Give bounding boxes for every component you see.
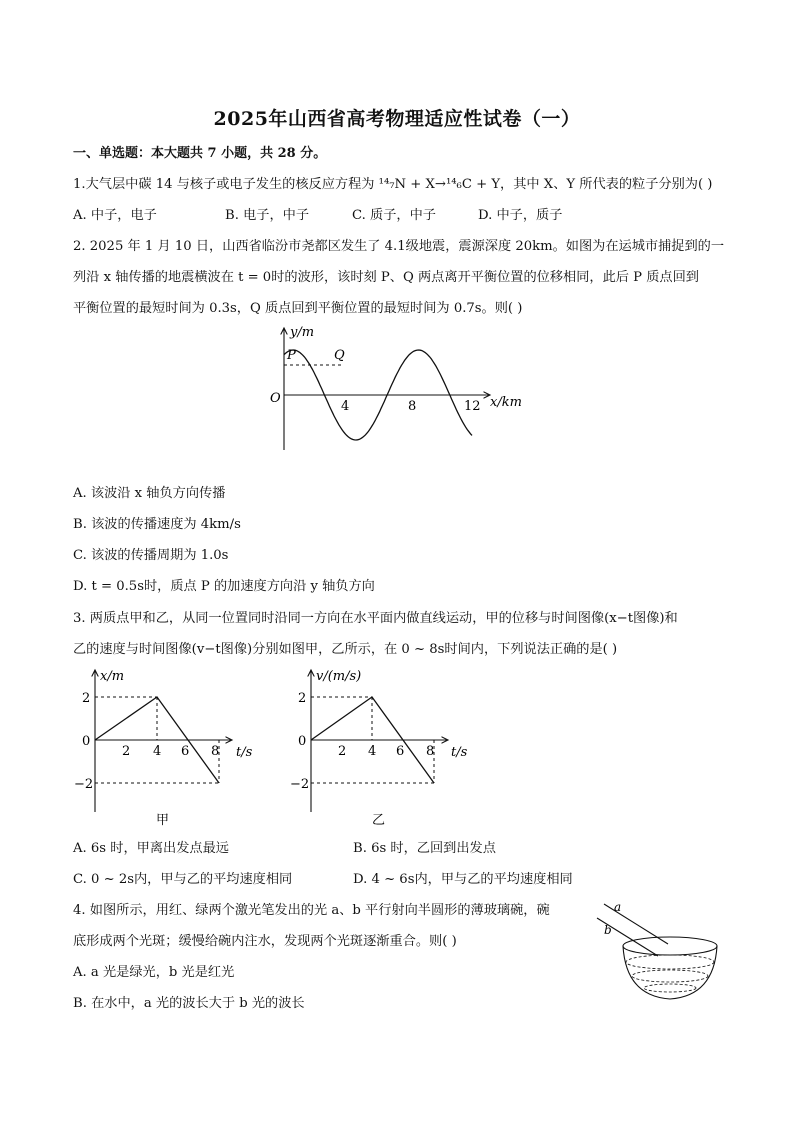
q3-stem-line-2: 乙的速度与时间图像(v−t图像)分别如图甲，乙所示，在 0 ~ 8s时间内，下列说法正确的是( ): [73, 642, 618, 657]
yi-y-tick-2: 2: [298, 691, 307, 706]
yi-x-axis-label: t/s: [451, 745, 468, 760]
bowl-rim: [623, 937, 717, 955]
jia-y-axis-label: x/m: [100, 669, 125, 684]
q2-x-tick-12: 12: [464, 399, 481, 414]
jia-y-tick-neg2: −2: [74, 777, 94, 792]
q3-graph-yi: [284, 664, 489, 832]
q1-option-b: B. 电子，中子: [225, 208, 310, 223]
yi-origin: 0: [298, 734, 307, 749]
ray-label-a: a: [614, 900, 622, 914]
yi-x-tick-4: 4: [368, 744, 377, 759]
q2-stem-line-1: 2. 2025 年 1 月 10 日，山西省临汾市尧都区发生了 4.1级地震，震源深度 20km。如图为在运城市捕捉到的一: [73, 239, 725, 254]
q3-option-d: D. 4 ~ 6s内，甲与乙的平均速度相同: [353, 872, 573, 887]
water-line-2: [632, 970, 708, 982]
yi-y-tick-neg2: −2: [290, 777, 310, 792]
q4-option-a: A. a 光是绿光，b 光是红光: [73, 965, 235, 980]
q2-wave-graph: [262, 320, 542, 455]
q3-option-c: C. 0 ~ 2s内，甲与乙的平均速度相同: [73, 872, 293, 887]
yi-x-tick-2: 2: [338, 744, 347, 759]
jia-x-tick-4: 4: [153, 744, 162, 759]
yi-x-tick-6: 6: [396, 744, 405, 759]
yi-y-axis-label: v/(m/s): [316, 669, 362, 684]
q2-option-b: B. 该波的传播速度为 4km/s: [73, 517, 241, 532]
q4-glass-bowl-figure: [590, 896, 730, 1006]
jia-caption: 甲: [156, 813, 170, 828]
q2-x-tick-4: 4: [341, 399, 350, 414]
q2-origin-label: O: [270, 391, 281, 406]
q3-stem-line-1: 3. 两质点甲和乙，从同一位置同时沿同一方向在水平面内做直线运动，甲的位移与时间图像(x−t图像)和: [73, 611, 678, 626]
q2-label-q: Q: [334, 348, 345, 363]
jia-x-tick-2: 2: [122, 744, 131, 759]
q1-option-a: A. 中子，电子: [73, 208, 157, 223]
water-line-1: [626, 955, 714, 969]
q4-option-b: B. 在水中，a 光的波长大于 b 光的波长: [73, 996, 305, 1011]
q3-option-a: A. 6s 时，甲离出发点最远: [73, 841, 229, 856]
q2-x-axis-label: x/km: [490, 395, 522, 410]
jia-x-tick-6: 6: [181, 744, 190, 759]
q2-option-c: C. 该波的传播周期为 1.0s: [73, 548, 229, 563]
q4-stem-line-1: 4. 如图所示，用红、绿两个激光笔发出的光 a、b 平行射向半圆形的薄玻璃碗，碗: [73, 903, 550, 918]
bowl-body: [623, 946, 717, 999]
q3-graph-jia: [70, 664, 275, 832]
q2-option-a: A. 该波沿 x 轴负方向传播: [73, 486, 226, 501]
q2-stem-line-2: 列沿 x 轴传播的地震横波在 t = 0时的波形，该时刻 P、Q 两点离开平衡位置的位移相同，此后 P 质点回到: [73, 270, 699, 285]
q1-option-c: C. 质子，中子: [352, 208, 436, 223]
yi-caption: 乙: [372, 813, 386, 828]
q4-stem-line-2: 底形成两个光斑；缓慢给碗内注水，发现两个光斑逐渐重合。则( ): [73, 934, 457, 949]
jia-y-tick-2: 2: [82, 691, 91, 706]
page-title: 2025年山西省高考物理适应性试卷（一）: [213, 108, 581, 130]
q2-stem-line-3: 平衡位置的最短时间为 0.3s，Q 质点回到平衡位置的最短时间为 0.7s。则( ): [73, 301, 523, 316]
ray-label-b: b: [604, 923, 612, 937]
q3-option-b: B. 6s 时，乙回到出发点: [353, 841, 496, 856]
q2-label-p: P: [287, 348, 296, 363]
yi-x-tick-8: 8: [426, 744, 435, 759]
jia-origin: 0: [82, 734, 91, 749]
section-heading: 一、单选题：本大题共 7 小题，共 28 分。: [73, 146, 327, 161]
q2-option-d: D. t = 0.5s时，质点 P 的加速度方向沿 y 轴负方向: [73, 579, 375, 594]
jia-x-axis-label: t/s: [236, 745, 253, 760]
q2-y-axis-label: y/m: [290, 325, 315, 340]
jia-x-tick-8: 8: [211, 744, 220, 759]
q2-x-tick-8: 8: [408, 399, 417, 414]
q1-option-d: D. 中子，质子: [478, 208, 563, 223]
q1-stem: 1.大气层中碳 14 与核子或电子发生的核反应方程为 ¹⁴₇N + X→¹⁴₆C + Y，其中 X、Y 所代表的粒子分别为( ): [73, 177, 713, 192]
water-line-3: [644, 984, 696, 992]
